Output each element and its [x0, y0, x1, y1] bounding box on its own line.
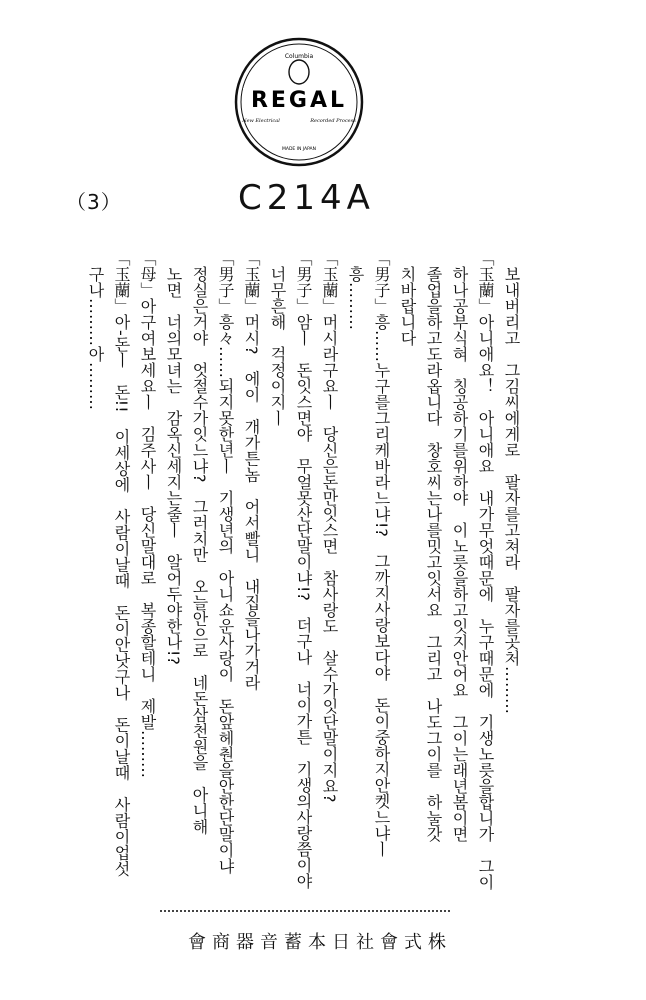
page-number: （3）	[66, 190, 122, 214]
script-column: 「玉蘭」아-돈ㅣ 돈!! 이세상에 사람이날때 돈이안낫구나 돈이날때 사람이업섯	[112, 250, 131, 877]
logo-top-text: Columbia	[284, 53, 314, 60]
script-column: 졸업을하고도라옵니다 창호씨는나를밋고잇서요 그리고 나도그이를 하눌갓	[424, 250, 443, 842]
logo-left-text: New Electrical	[242, 118, 280, 124]
script-column: 구나………아………	[86, 250, 105, 410]
script-column: 「玉蘭」머시? 에이 개가튼놈 어서빨니 내집을나가거라	[242, 250, 261, 691]
script-column: 정실은거야 엇절수가잇느냐? 그러치만 오늘안으로 네돈삼천원을 아니해	[190, 250, 209, 835]
script-column: 노면 너의모녀는 감옥신세지는줄ㅣ 알어두야한나!?	[164, 250, 183, 665]
logo-bottom-text: MADE IN JAPAN	[281, 147, 317, 152]
script-column: 「玉蘭」아니애요！ 아니애요 내가무엇때문에 누구때문에 기생노릇을합니가 그이	[476, 250, 495, 890]
footer-divider	[160, 910, 450, 912]
script-column: 너무흔해 걱정이지ㅣ	[268, 250, 287, 426]
script-column: 흥………	[346, 250, 365, 330]
script-column: 「男子」흥……누구를그리케바라느냐!? 그까지사랑보다야 돈이중하지안켓느냐ㅣ	[372, 250, 391, 857]
logo-brand-text: REGAL	[250, 88, 348, 113]
logo-right-text: Recorded Process	[310, 118, 356, 124]
script-column: 「男子」암ㅣ 돈잇스면야 무얼못산단말이냐!? 더구나 너이가튼 기생의사랑쯤이야	[294, 250, 313, 889]
script-column: 「母」아구여보세요ㅣ 김주사ㅣ 당신말대로 복종할테니 제발………	[138, 250, 157, 778]
script-column: 「玉蘭」머시라구요ㅣ 당신은돈만잇스면 참사랑도 살수가잇단말이지요?	[320, 250, 339, 803]
script-column: 보내버리고 그김씨에게로 팔자를고쳐라 팔자를곳처………	[502, 250, 521, 714]
regal-label-logo	[233, 36, 365, 168]
publisher-name: 株式會社日本蓄音器商會	[188, 932, 452, 953]
record-code: C214A	[238, 178, 375, 218]
script-column: 하나공부식혀 칭공하기를위하야 이노릇을하고잇지안어요 그이는래년봄이면	[450, 250, 469, 842]
script-column: 「男子」흥々……되지못한년ㅣ 기생년의 아니쇼운사랑이 돈앞헤춴을안한단말이냐	[216, 250, 235, 874]
script-column: 치바랍니다	[398, 250, 417, 346]
